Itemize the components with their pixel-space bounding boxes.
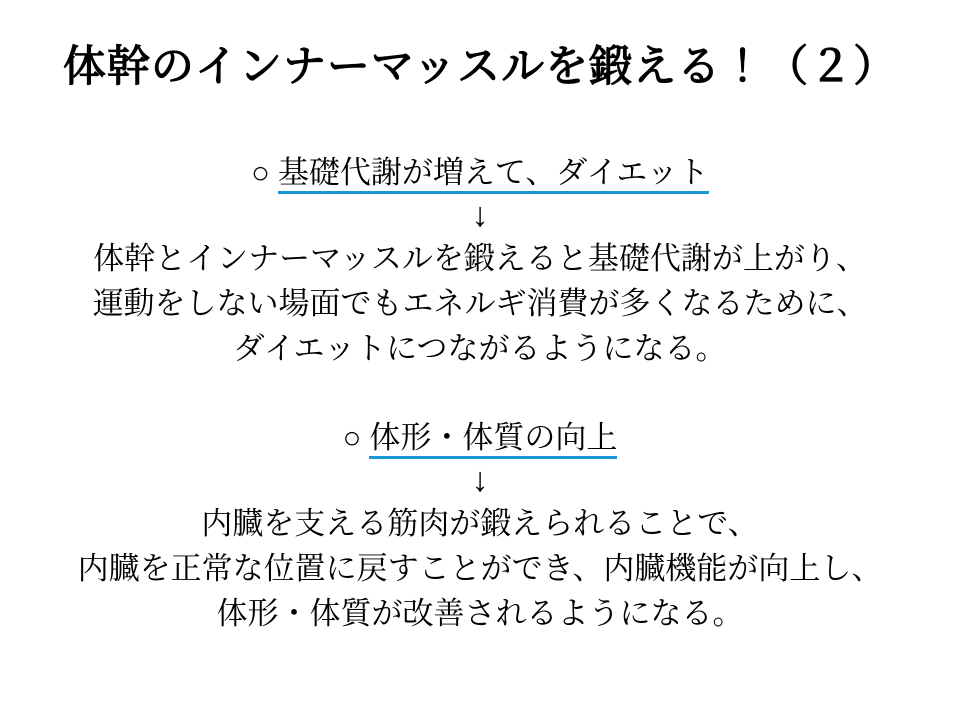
- section-body-shape-heading-text: 体形・体質の向上: [369, 420, 617, 459]
- down-arrow-icon: ↓: [471, 460, 489, 499]
- circle-marker: ○: [342, 419, 362, 455]
- section-body-shape-body-line: 内臓を支える筋肉が鍛えられることで、: [201, 505, 759, 541]
- section-diet-body-line: 運動をしない場面でもエネルギ消費が多くなるために、: [92, 285, 868, 321]
- slide-title: 体幹のインナーマッスルを鍛える！（２）: [62, 43, 898, 91]
- down-arrow-icon: ↓: [471, 195, 489, 234]
- section-diet-heading: [251, 152, 709, 194]
- section-body-shape: [78, 417, 883, 636]
- circle-marker: ○: [251, 154, 270, 190]
- section-diet-body-line: 体幹とインナーマッスルを鍛えると基礎代謝が上がり、: [93, 240, 867, 276]
- section-body-shape-body-line: 体形・体質が改善されるようになる。: [216, 595, 744, 631]
- section-diet: [93, 152, 868, 371]
- section-body-shape-heading: [343, 417, 618, 459]
- section-diet-body-line: ダイエットにつながるようになる。: [233, 330, 727, 366]
- section-body-shape-body-line: 内臓を正常な位置に戻すことができ、内臓機能が向上し、: [77, 550, 883, 586]
- section-diet-heading-text: 基礎代謝が増えて、ダイエット: [278, 155, 709, 194]
